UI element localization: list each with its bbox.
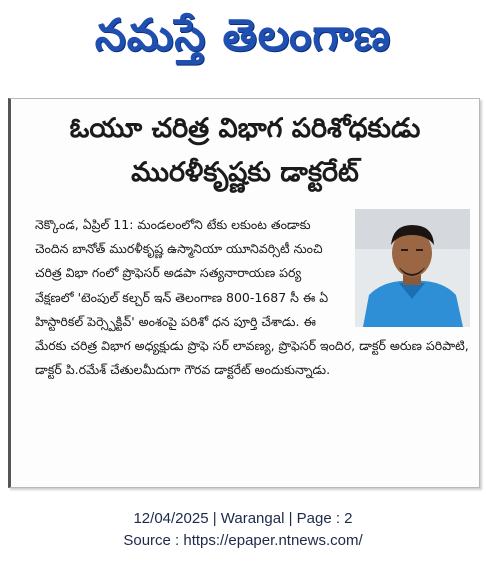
article-body-text: నెక్కొండ, ఏప్రిల్ 11: మండలంలోని టేకు లకుంట తండాకు చెందిన బానోత్ మురళీకృష్ణ ఉస్మానియా యూనివర్సిటీ నుంచి చరిత్ర విభా గంలో ప్రొఫెసర్ అడపా సత్యనారాయణ పర్య వేక్షణలో 'టెంపుల్ కల్చర్ ఇన్ తెలంగాణ 800-1687 సీ ఈ ఏ హిస్టారికల్ పెర్స్పెక్టివ్' అంశంపై పరిశో ధన పూర్తి చేశాడు. ఈ మేరకు చరిత్ర విభాగ అధ్యక్షుడు ప్రొఫె సర్ లావణ్య, ప్రొఫెసర్ ఇందిర, డాక్టర్ అరుణ పరిపాటి, డాక్టర్ పి.రమేశ్ చేతులమీదుగా గౌరవ డాక్టరేట్ అందుకున్నాడు. — [35, 217, 469, 378]
photo-wrap-space — [341, 213, 469, 333]
headline-line-2: మురళీకృష్ణకు డాక్టరేట్ — [131, 157, 359, 188]
footer-source-line: Source : https://epaper.ntnews.com/ — [123, 532, 363, 549]
article-body — [35, 213, 469, 382]
footer-date-line: 12/04/2025 | Warangal | Page : 2 — [133, 510, 353, 527]
headline-line-1: ఓయూ చరిత్ర విభాగ పరిశోధకుడు — [69, 113, 421, 144]
masthead — [0, 0, 486, 82]
news-clipping — [8, 98, 480, 488]
newspaper-title: నమస్తే తెలంగాణ — [94, 10, 392, 61]
